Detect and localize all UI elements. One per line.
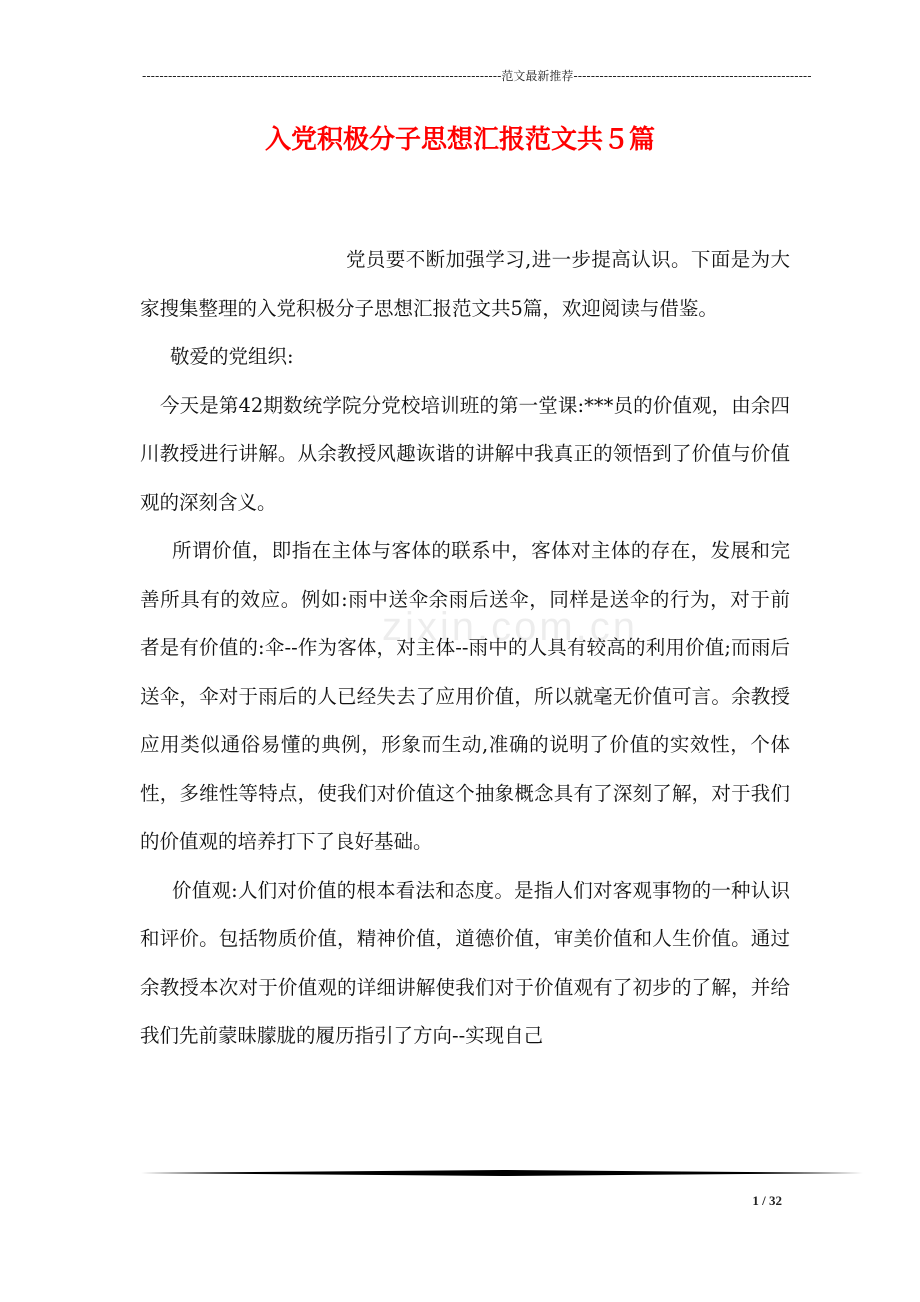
footer-rule: [141, 1170, 863, 1176]
body-paragraph-3: 价值观:人们对价值的根本看法和态度。是指人们对客观事物的一种认识和评价。包括物质价值，精神价值，道德价值，审美价值和人生价值。通过余教授本次对于价值观的详细讲解使我们对于价值观有了初步的了解，并给我们先前蒙昧朦胧的履历指引了方向--实现自己: [140, 878, 790, 1047]
document-title: 入党积极分子思想汇报范文共５篇: [264, 125, 655, 155]
intro-paragraph: 党员要不断加强学习,进一步提高认识。下面是为大家搜集整理的入党积极分子思想汇报范文共5篇，欢迎阅读与借鉴。: [140, 248, 790, 320]
watermark: zixin.com.cn: [381, 605, 639, 649]
header-label: 范文最新推荐: [501, 69, 574, 83]
body-paragraph-2: 所谓价值，即指在主体与客体的联系中，客体对主体的存在，发展和完善所具有的效应。例如:雨中送伞余雨后送伞，同样是送伞的行为，对于前者是有价值的:伞--作为客体，对主体--雨中的人具有较高的利用价值;而雨后送伞，伞对于雨后的人已经失去了应用价值，所以就毫无价值可言。余教授应用类似通俗易懂的典例，形象而生动,准确的说明了价值的实效性，个体性，多维性等特点，使我们对价值这个抽象概念具有了深刻了解，对于我们的价值观的培养打下了良好基础。: [140, 539, 790, 853]
header-dashes-right: -------------------------------------------------------: [573, 69, 812, 83]
document-body: [140, 236, 790, 1061]
body-paragraph-1: 今天是第42期数统学院分党校培训班的第一堂课:***员的价值观，由余四川教授进行讲解。从余教授风趣诙谐的讲解中我真正的领悟到了价值与价值观的深刻含义。: [140, 393, 790, 514]
page-header: [142, 68, 812, 84]
page-number: 1 / 32: [752, 1193, 782, 1208]
salutation: 敬爱的党组织:: [170, 345, 294, 368]
header-dashes-left: -----------------------------------------------------------------------------------: [142, 69, 502, 83]
